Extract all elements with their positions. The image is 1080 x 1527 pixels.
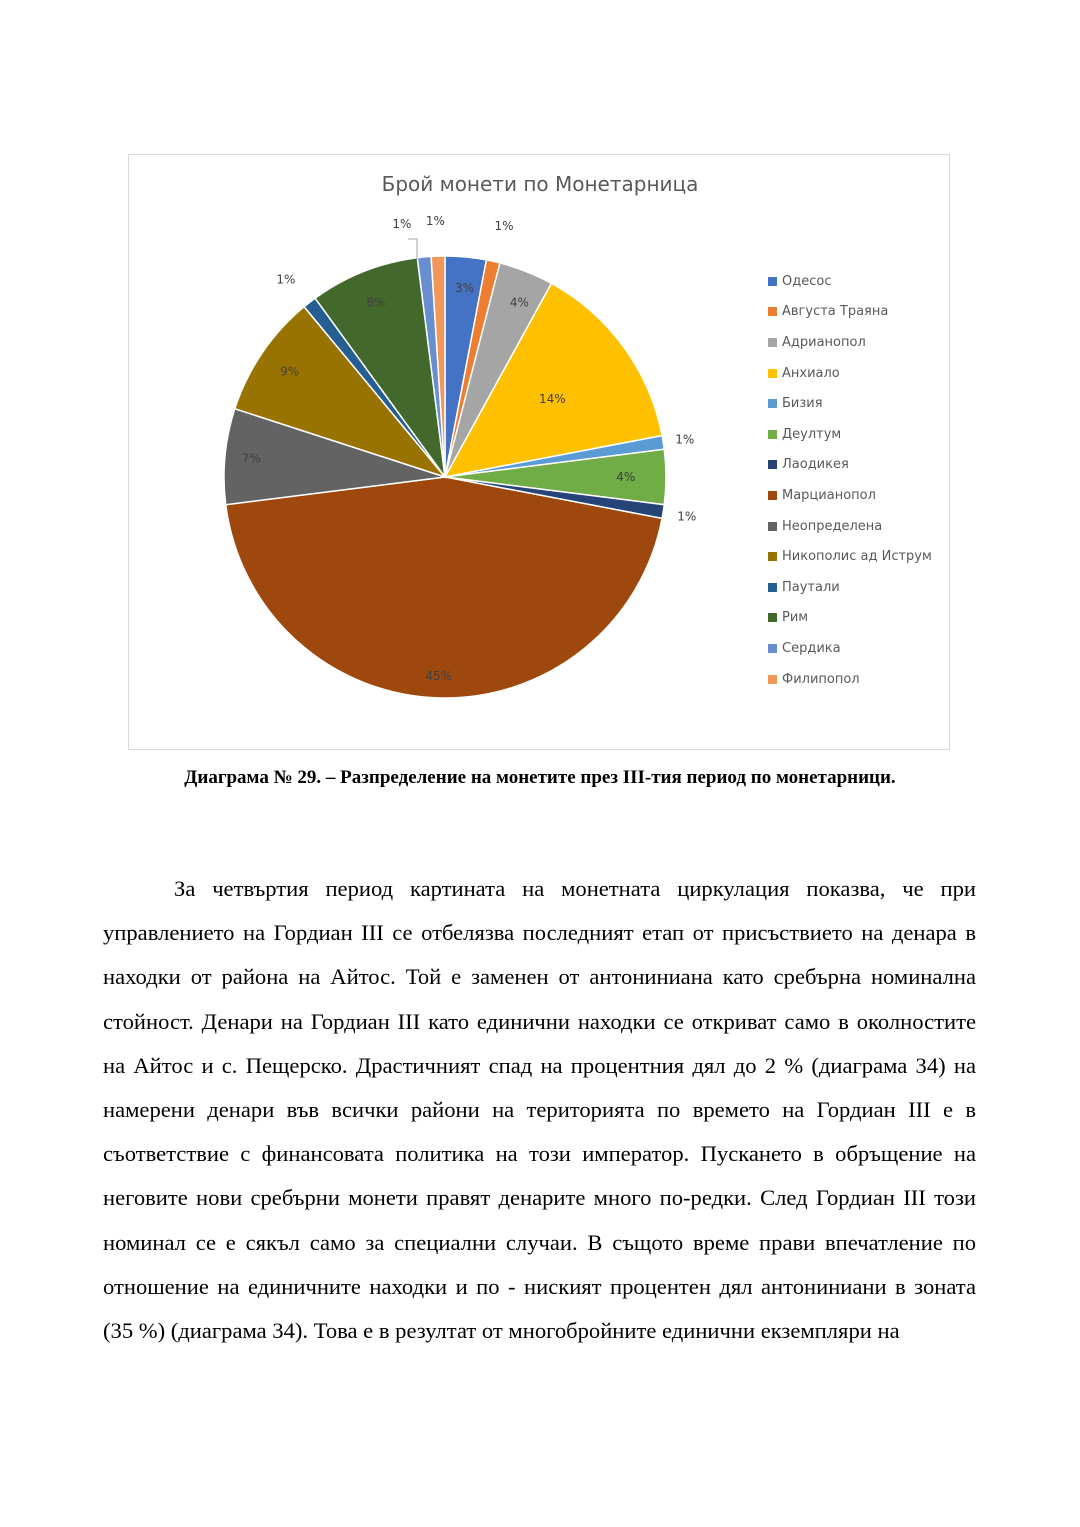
legend-swatch [768, 491, 777, 500]
legend-label: Паутали [782, 579, 840, 595]
legend-item [768, 450, 932, 481]
data-label-6: 1% [677, 509, 697, 524]
legend-item [768, 664, 932, 695]
legend-label: Сердика [782, 640, 841, 656]
legend-label: Августа Траяна [782, 304, 889, 320]
legend-item [768, 297, 932, 328]
legend-item [768, 327, 932, 358]
legend-label: Лаодикея [782, 457, 849, 473]
legend-swatch [768, 369, 777, 378]
data-label-10: 1% [276, 272, 296, 287]
legend-label: Марцианопол [782, 487, 876, 503]
legend-item [768, 358, 932, 389]
legend-item [768, 572, 932, 603]
legend-swatch [768, 675, 777, 684]
legend-item [768, 603, 932, 634]
pie-slice-7 [226, 477, 662, 698]
legend-label: Неопределена [782, 518, 883, 534]
legend-swatch [768, 644, 777, 653]
legend-swatch [768, 430, 777, 439]
data-label-12: 1% [392, 216, 412, 231]
legend-swatch [768, 613, 777, 622]
legend-swatch [768, 277, 777, 286]
legend-swatch [768, 583, 777, 592]
legend-swatch [768, 552, 777, 561]
legend-label: Рим [782, 610, 809, 626]
data-label-11: 8% [366, 295, 386, 310]
legend-item [768, 266, 932, 297]
legend-swatch [768, 522, 777, 531]
legend-label: Никополис ад Иструм [782, 549, 932, 565]
data-label-13: 1% [425, 214, 445, 229]
data-label-7: 45% [425, 668, 453, 683]
data-label-5: 4% [616, 470, 636, 484]
data-label-0: 3% [454, 281, 474, 296]
leader-line [408, 239, 417, 260]
legend-label: Деултум [782, 426, 842, 442]
data-label-1: 1% [494, 218, 514, 233]
legend-item [768, 633, 932, 664]
legend-item [768, 480, 932, 511]
chart-title: Брой монети по Монетарница [381, 172, 699, 196]
data-label-2: 4% [509, 295, 529, 310]
legend-swatch [768, 460, 777, 469]
legend-label: Бизия [782, 396, 823, 412]
data-label-3: 14% [538, 392, 566, 407]
legend-swatch [768, 338, 777, 347]
legend-label: Одесос [782, 273, 832, 289]
legend-item [768, 541, 932, 572]
legend-label: Анхиало [782, 365, 840, 381]
data-label-4: 1% [675, 432, 695, 447]
data-label-8: 7% [241, 451, 261, 466]
data-label-9: 9% [280, 364, 300, 379]
legend-item [768, 419, 932, 450]
chart-legend [768, 266, 932, 694]
legend-item [768, 511, 932, 542]
body-paragraph: За четвъртия период картината на монетната циркулация показва, че при управлението на Гордиан III се отбелязва последният етап от присъствието на денара в находки от района на Айтос. Той е заменен от антониниана като сребърна номинална стойност. Денари на Гордиан III като единични находки се откриват само в околностите на Айтос и с. Пещерско. Драстичният спад на процентния дял до 2 % (диаграма 34) на намерени денари във всички райони на територията по времето на Гордиан III е в съответствие с финансовата политика на този император. Пускането в обръщение на неговите нови сребърни монети правят денарите много по-редки. След Гордиан III този номинал се е сякъл само за специални случаи. В същото време прави впечатление по отношение на единичните находки и по - ниският процентен дял антониниани в зоната (35 %) (диаграма 34). Това е в резултат от многобройните единични екземпляри на [103, 876, 976, 1344]
figure-caption: Диаграма № 29. – Разпределение на монетите през III-тия период по монетарници. [184, 767, 896, 788]
legend-label: Адрианопол [782, 334, 866, 350]
legend-item [768, 388, 932, 419]
legend-swatch [768, 307, 777, 316]
legend-label: Филипопол [782, 671, 860, 687]
legend-swatch [768, 399, 777, 408]
